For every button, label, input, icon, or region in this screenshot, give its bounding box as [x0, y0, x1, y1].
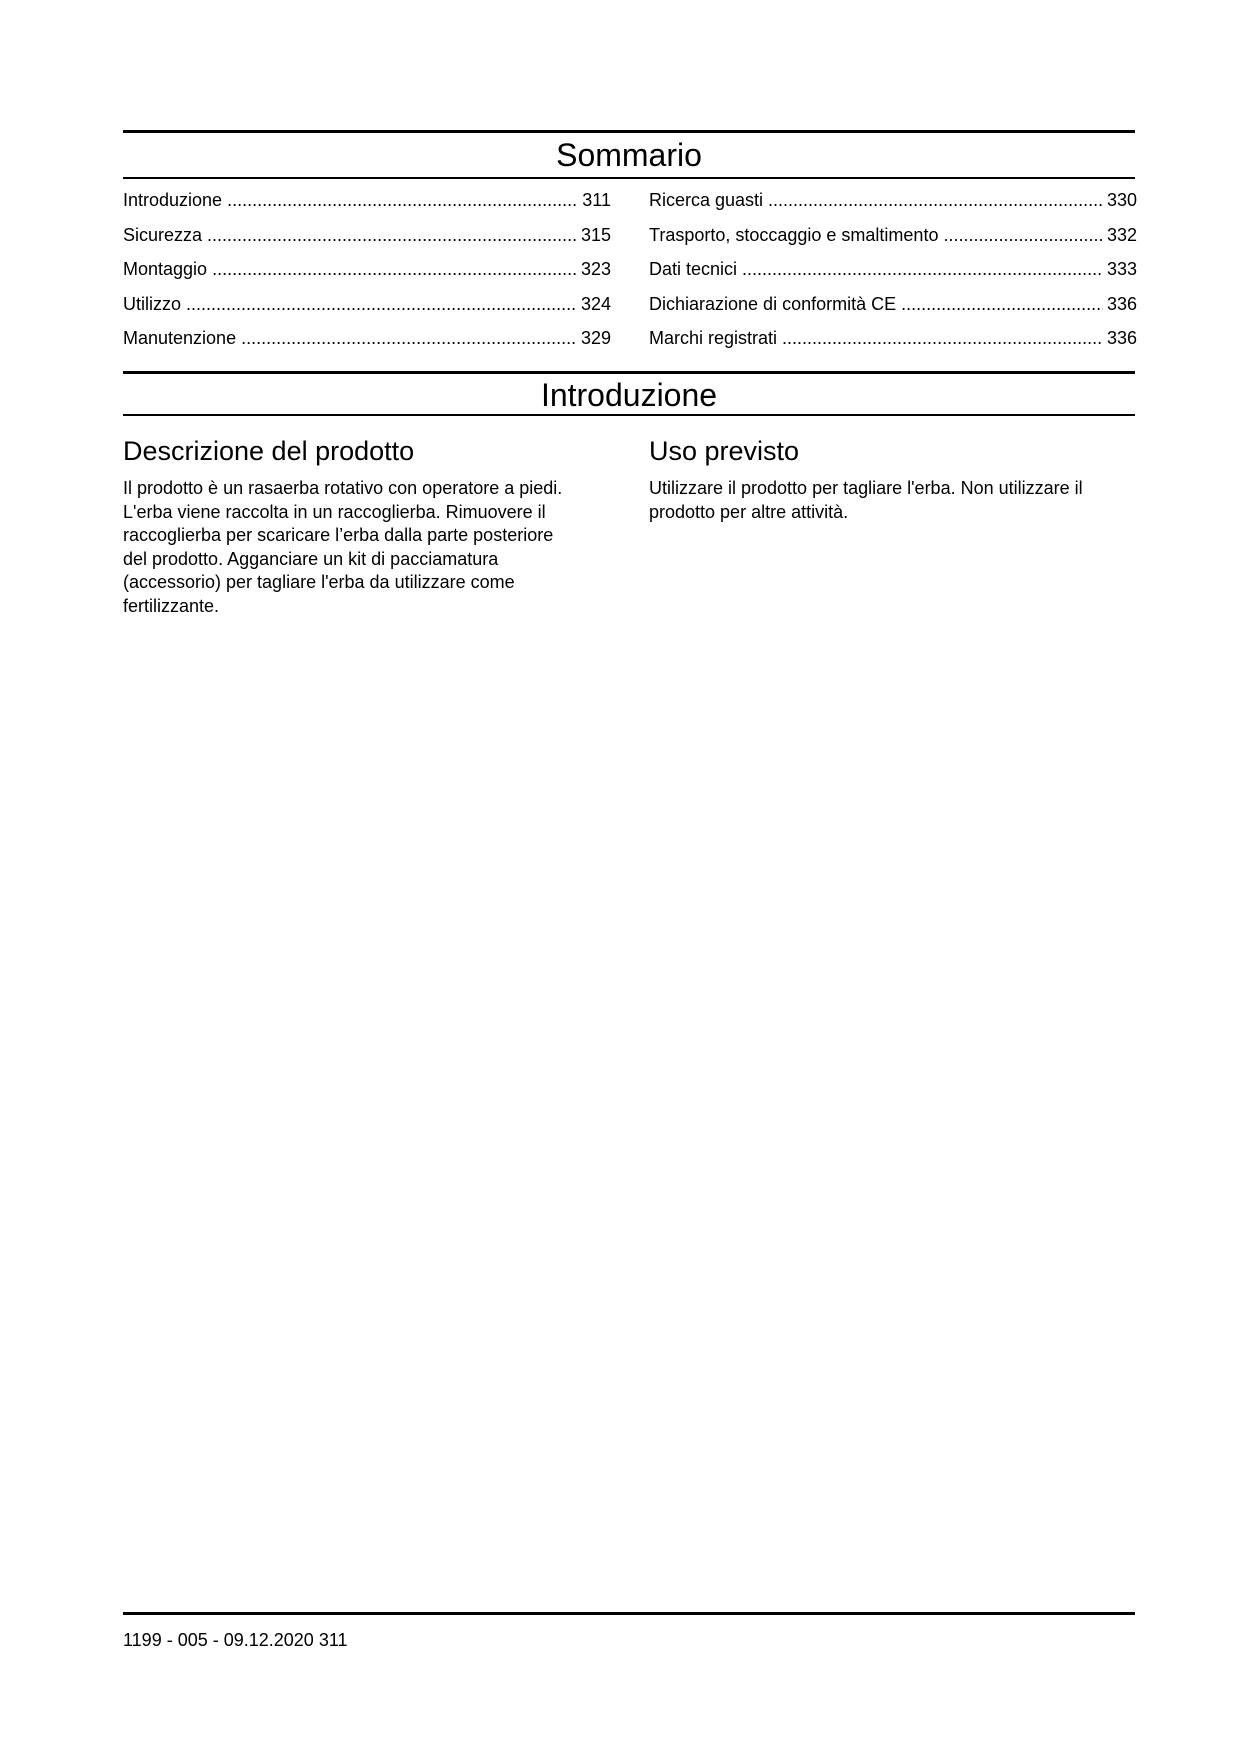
toc-entry[interactable]: Manutenzione ..... 329 — [123, 326, 611, 361]
toc-entry[interactable]: Introduzione ..... 311 — [123, 188, 611, 223]
toc-title: Sommario — [556, 137, 702, 173]
text-line: prodotto per altre attività. — [649, 501, 849, 522]
page-footer: 1199 - 005 - 09.12.2020 311 — [123, 1630, 348, 1650]
toc-title-rule — [123, 177, 1135, 179]
text-line: del prodotto. Agganciare un kit di pacciamatura — [123, 548, 499, 569]
toc-entry[interactable]: Montaggio ..... 323 — [123, 257, 611, 292]
intended-use-text — [649, 477, 1135, 524]
toc-right-column — [649, 188, 1137, 361]
description-heading: Descrizione del prodotto — [123, 436, 415, 466]
description-text — [123, 477, 623, 618]
toc-entry[interactable]: Ricerca guasti ..... 330 — [649, 188, 1137, 223]
intro-title: Introduzione — [540, 377, 718, 413]
intro-top-rule — [123, 371, 1135, 374]
toc-entry[interactable]: Dati tecnici ..... 333 — [649, 257, 1137, 292]
toc-entry[interactable]: Trasporto, stoccaggio e smaltimento ..... 332 — [649, 223, 1137, 258]
footer-rule — [123, 1612, 1135, 1615]
text-line: Utilizzare il prodotto per tagliare l'erba. Non utilizzare il — [649, 478, 1083, 498]
text-line: Il prodotto è un rasaerba rotativo con operatore a piedi. — [123, 478, 563, 498]
intended-use-heading: Uso previsto — [649, 436, 800, 466]
text-line: fertilizzante. — [123, 595, 220, 616]
text-line: (accessorio) per tagliare l'erba da utilizzare come — [123, 572, 515, 592]
toc-top-rule — [123, 130, 1135, 133]
toc-entry[interactable]: Marchi registrati ..... 336 — [649, 326, 1137, 361]
toc-entry[interactable]: Utilizzo ..... 324 — [123, 292, 611, 327]
text-line: L'erba viene raccolta in un raccoglierba. Rimuovere il — [123, 501, 546, 522]
toc-entry[interactable]: Sicurezza ..... 315 — [123, 223, 611, 258]
intro-title-rule — [123, 414, 1135, 416]
toc-left-column — [123, 188, 611, 361]
toc-entry[interactable]: Dichiarazione di conformità CE ..... 336 — [649, 292, 1137, 327]
text-line: raccoglierba per scaricare l’erba dalla parte posteriore — [123, 525, 554, 545]
